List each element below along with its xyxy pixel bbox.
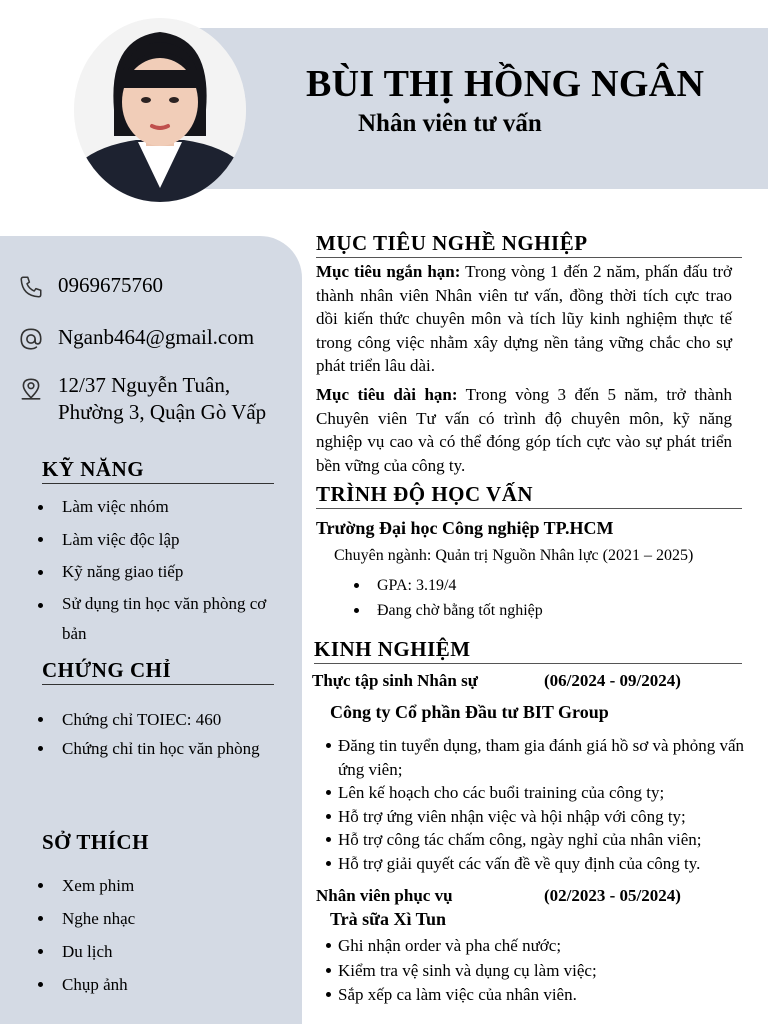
duty-item: Lên kế hoạch cho các buổi training của công ty; [324, 781, 756, 805]
duty-item: Hỗ trợ giải quyết các vấn đề về quy định của công ty. [324, 852, 756, 876]
skill-item: Kỹ năng giao tiếp [36, 556, 286, 589]
certificate-item: Chứng chỉ tin học văn phòng [36, 734, 286, 763]
contact-email [18, 324, 254, 352]
hobby-item: Nghe nhạc [36, 902, 286, 935]
hobby-item: Chụp ảnh [36, 968, 286, 1001]
duty-item: Đăng tin tuyển dụng, tham gia đánh giá hồ sơ và phỏng vấn ứng viên; [324, 734, 756, 781]
hobby-item: Xem phim [36, 869, 286, 902]
certificates-list [36, 705, 286, 763]
school-name: Trường Đại học Công nghiệp TP.HCM [316, 518, 614, 538]
job-1-company: Công ty Cổ phần Đầu tư BIT Group [330, 702, 609, 722]
duty-item: Hỗ trợ ứng viên nhận việc và hội nhập với công ty; [324, 805, 756, 829]
hobby-item: Du lịch [36, 935, 286, 968]
skills-heading: KỸ NĂNG [42, 457, 274, 484]
contact-address [18, 372, 266, 426]
skill-item: Làm việc nhóm [36, 491, 286, 524]
certificates-heading: CHỨNG CHỈ [42, 658, 274, 685]
profile-photo [74, 18, 246, 202]
job-2-position: Nhân viên phục vụ [316, 886, 453, 905]
candidate-name: BÙI THỊ HỒNG NGÂN [306, 63, 705, 105]
job-1-position: Thực tập sinh Nhân sự [312, 671, 478, 690]
candidate-role: Nhân viên tư vấn [358, 110, 542, 137]
objective-long-label: Mục tiêu dài hạn: [316, 385, 458, 404]
objective-short-term [316, 260, 732, 378]
objective-heading: MỤC TIÊU NGHỀ NGHIỆP [316, 231, 742, 258]
duty-item: Kiểm tra vệ sinh và dụng cụ làm việc; [324, 959, 756, 984]
education-item: GPA: 3.19/4 [352, 573, 543, 598]
objective-long-text: Trong vòng 3 đến 5 năm, trở thành Chuyên viên Tư vấn có trình độ chuyên môn, kỹ năng nghiệp vụ cao và có thể đóng góp tích cực vào sự phát triển bền vững của công ty. [316, 385, 732, 475]
at-sign-icon [18, 326, 44, 352]
phone-icon [18, 274, 44, 300]
email-address: Nganb464@gmail.com [58, 325, 255, 349]
job-1-duties [324, 734, 756, 875]
objective-long-term [316, 383, 732, 477]
objective-short-label: Mục tiêu ngắn hạn: [316, 262, 461, 281]
address-line-2: Phường 3, Quận Gò Vấp [58, 400, 267, 424]
location-pin-icon [18, 376, 44, 402]
skill-item: Làm việc độc lập [36, 524, 286, 557]
hobbies-heading: SỞ THÍCH [42, 830, 149, 854]
duty-item: Hỗ trợ công tác chấm công, ngày nghỉ của nhân viên; [324, 828, 756, 852]
education-major: Chuyên ngành: Quản trị Nguồn Nhân lực (2021 – 2025) [334, 547, 694, 564]
header-band [196, 28, 768, 189]
address-line-1: 12/37 Nguyễn Tuân, [58, 373, 231, 397]
job-2-company: Trà sữa Xì Tun [330, 909, 447, 929]
duty-item: Sắp xếp ca làm việc của nhân viên. [324, 983, 756, 1008]
duty-item: Ghi nhận order và pha chế nước; [324, 934, 756, 959]
education-item: Đang chờ bằng tốt nghiệp [352, 598, 543, 623]
education-list [352, 573, 543, 623]
job-2-period: (02/2023 - 05/2024) [544, 886, 681, 905]
certificate-item: Chứng chỉ TOIEC: 460 [36, 705, 286, 734]
portrait-image [74, 18, 246, 202]
phone-number: 0969675760 [58, 273, 163, 297]
objective-short-text: Trong vòng 1 đến 2 năm, phấn đấu trở thành nhân viên Nhân viên tư vấn, đồng thời tích cực trao dồi kiến thức chuyên môn và tích lũy kinh nghiệm thực tế trong công việc nhằm xây dựng nền tảng vững chắc cho sự phát triển lâu dài. [316, 262, 732, 375]
education-heading: TRÌNH ĐỘ HỌC VẤN [316, 482, 742, 509]
hobbies-list [36, 869, 286, 1001]
skills-list [36, 491, 286, 649]
job-1-period: (06/2024 - 09/2024) [544, 671, 681, 690]
skill-item: Sử dụng tin học văn phòng cơ bản [36, 589, 286, 649]
job-2-duties [324, 934, 756, 1008]
contact-phone [18, 272, 163, 300]
experience-heading: KINH NGHIỆM [314, 637, 742, 664]
